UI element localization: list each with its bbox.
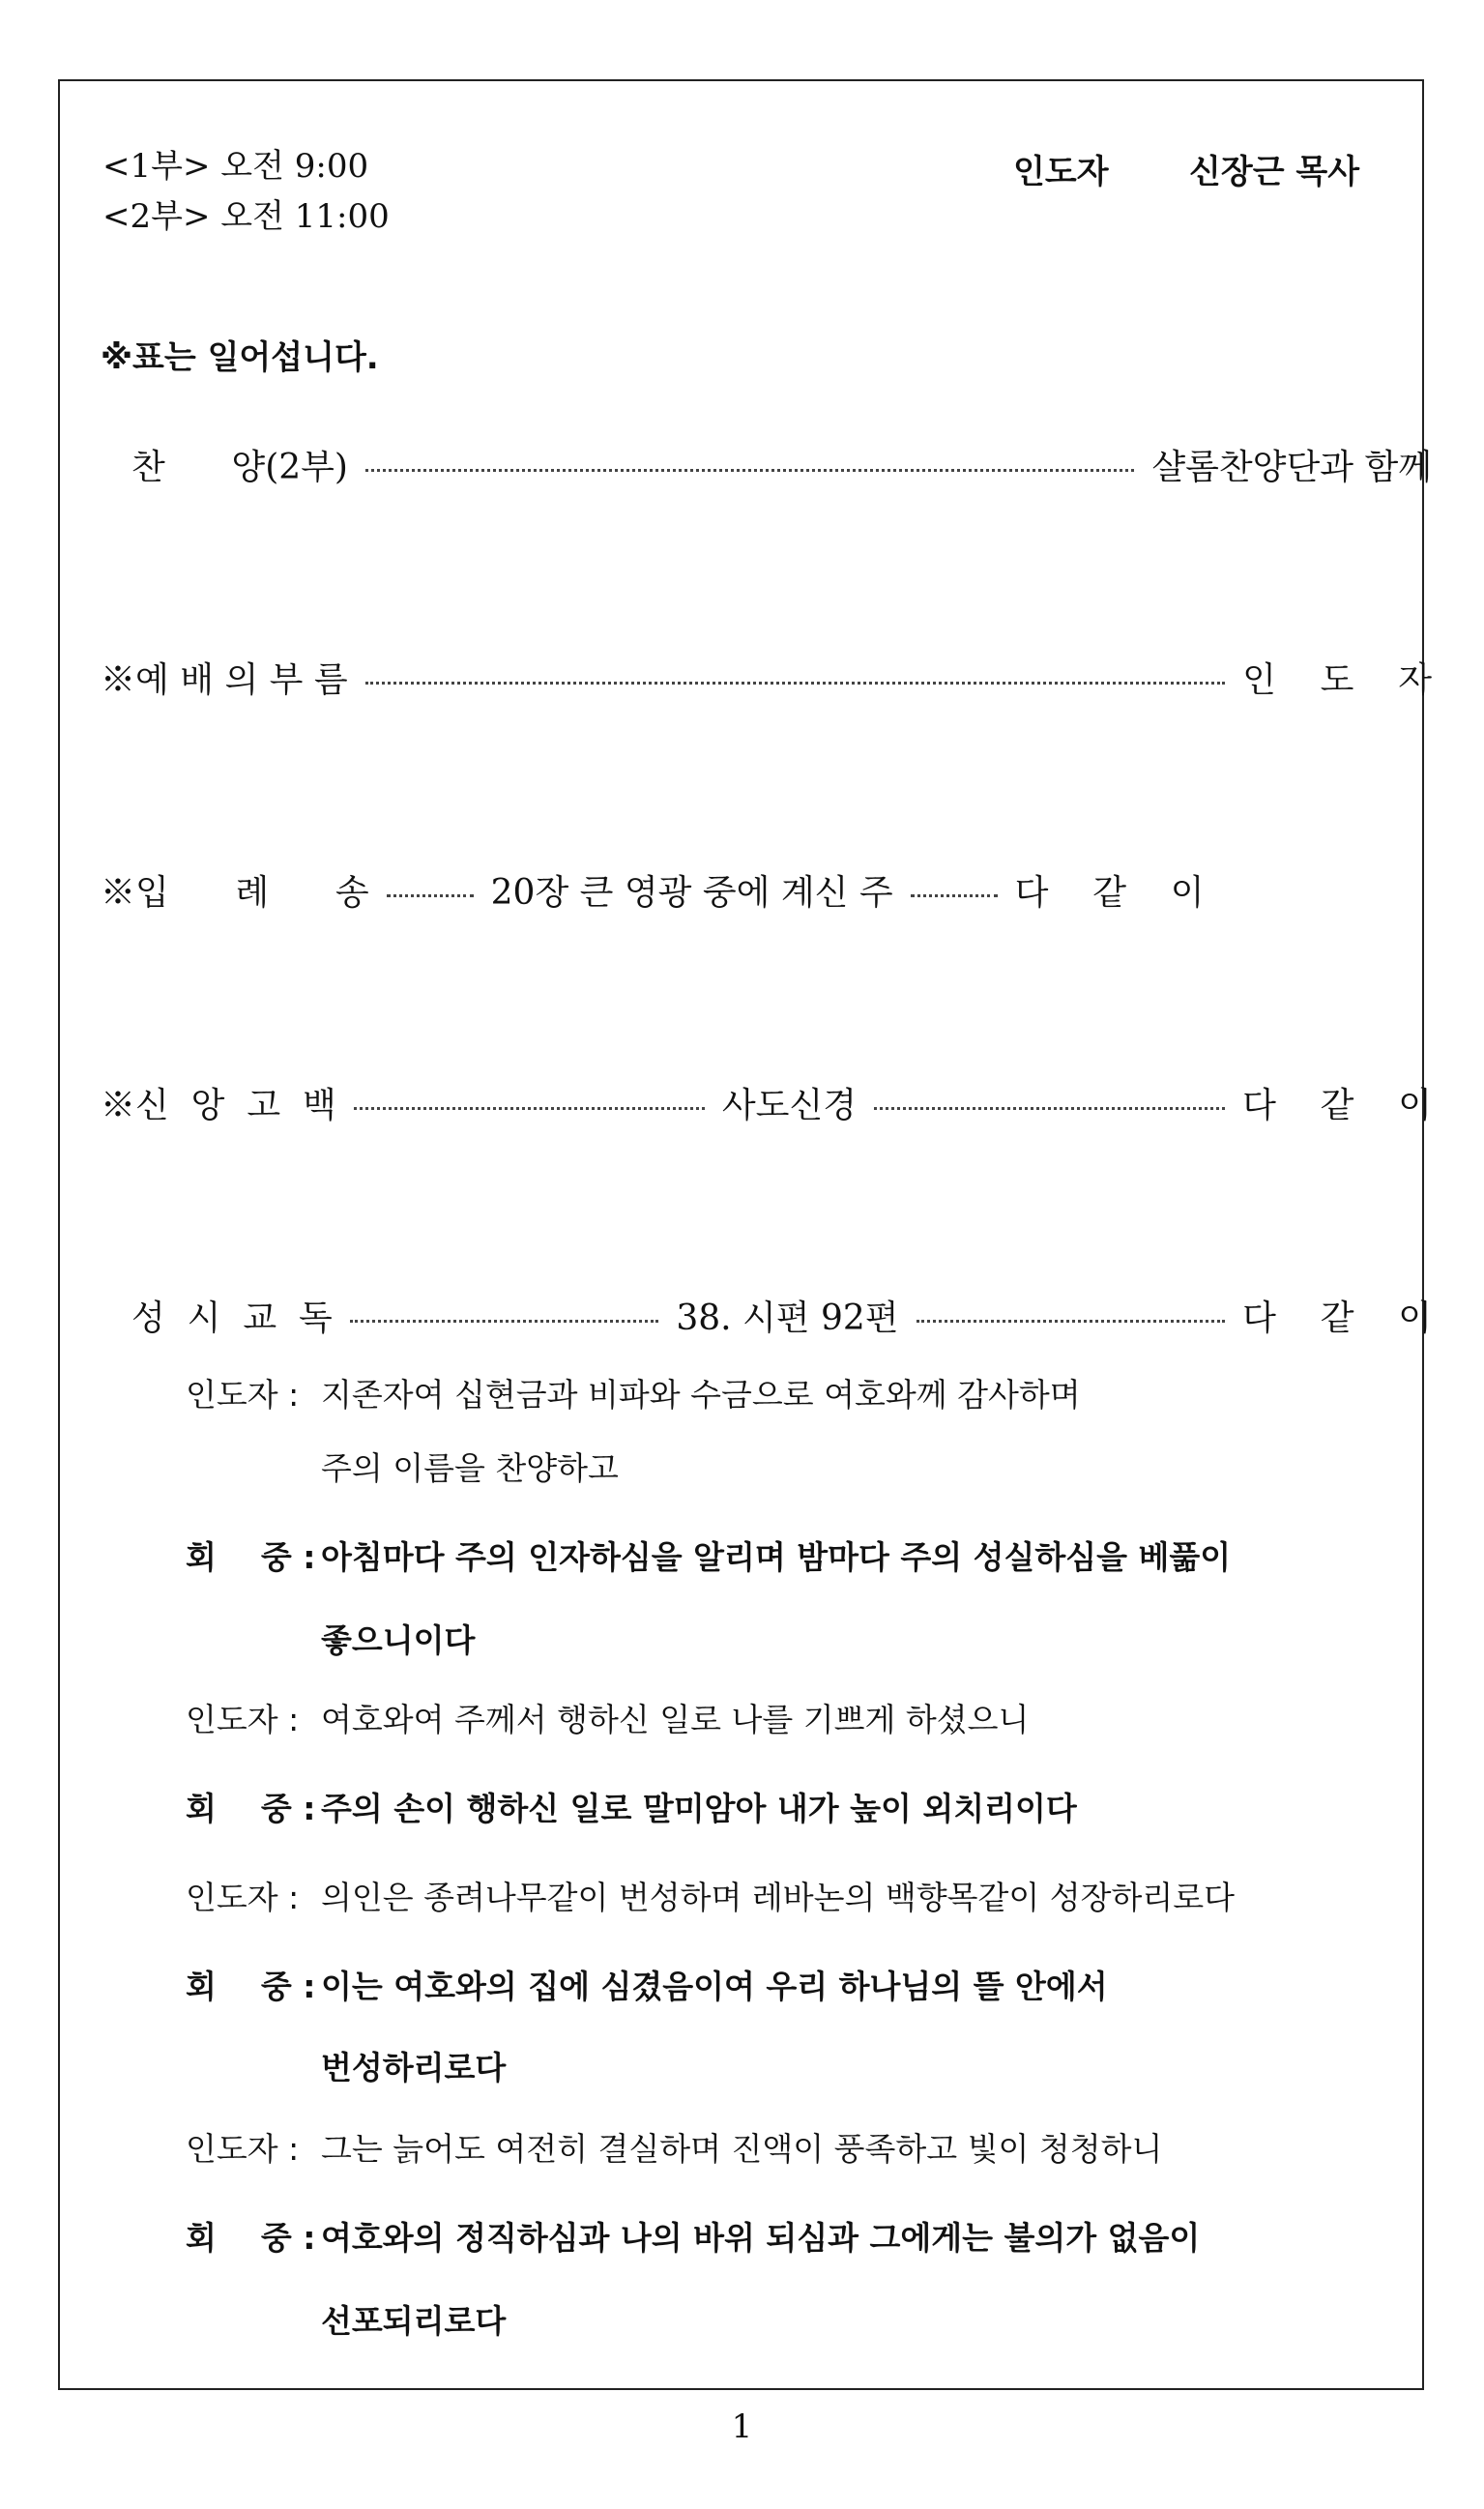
reading-line bbox=[186, 1965, 1108, 2090]
order-right: 다 같 이 bbox=[1014, 872, 1205, 913]
leader-label: 인도자 bbox=[1013, 153, 1109, 191]
speaker-label: 회 중 : bbox=[186, 1538, 316, 1576]
reading-line bbox=[186, 1787, 1077, 1831]
reading-text: 아침마다 주의 인자하심을 알리며 밤마다 주의 성실하심을 베풂이 bbox=[321, 1538, 1232, 1576]
reading-text: 주의 이름을 찬양하고 bbox=[321, 1449, 619, 1487]
order-item-call-to-worship bbox=[101, 650, 1432, 704]
reading-line bbox=[186, 1373, 1081, 1491]
leader-dots bbox=[354, 1107, 705, 1110]
speaker-label: 회 중 : bbox=[186, 1968, 316, 2005]
leader-name: 신장근 목사 bbox=[1189, 153, 1360, 191]
reading-text: 여호와여 주께서 행하신 일로 나를 기쁘게 하셨으니 bbox=[321, 1701, 1030, 1738]
leader-dots bbox=[350, 1320, 659, 1323]
speaker-label: 인도자 : bbox=[186, 1879, 300, 1916]
leader-dots bbox=[911, 894, 998, 897]
reading-line bbox=[186, 1698, 1029, 1742]
order-item-processional bbox=[101, 862, 1432, 917]
leader-dots bbox=[874, 1107, 1225, 1110]
order-label: 성 시 교 독 bbox=[131, 1298, 333, 1338]
order-item-creed bbox=[101, 1075, 1432, 1129]
order-label: ※신 앙 고 백 bbox=[101, 1085, 336, 1125]
leader-dots bbox=[387, 894, 474, 897]
order-right: 다 같 이 bbox=[1242, 1298, 1433, 1338]
second-service-time: <2부> 오전 11:00 bbox=[102, 197, 390, 236]
reading-text: 선포되리로다 bbox=[321, 2302, 507, 2340]
reading-text: 그는 늙어도 여전히 결실하며 진액이 풍족하고 빛이 청청하니 bbox=[321, 2130, 1163, 2168]
reading-line bbox=[186, 2127, 1162, 2172]
leader-dots bbox=[917, 1320, 1226, 1323]
order-item-responsive-reading bbox=[131, 1288, 1432, 1342]
order-label: ※입 례 송 bbox=[101, 872, 369, 913]
speaker-label: 인도자 : bbox=[186, 1376, 300, 1414]
reading-text: 이는 여호와의 집에 심겼음이여 우리 하나님의 뜰 안에서 bbox=[321, 1968, 1108, 2005]
first-service-time: <1부> 오전 9:00 bbox=[102, 147, 369, 186]
reading-text: 주의 손이 행하신 일로 말미암아 내가 높이 외치리이다 bbox=[321, 1790, 1077, 1827]
standing-note: ※표는 일어섭니다. bbox=[101, 338, 379, 377]
speaker-label: 인도자 : bbox=[186, 2130, 300, 2168]
order-label: ※예 배 의 부 름 bbox=[101, 659, 348, 700]
leader-dots bbox=[365, 469, 1134, 472]
order-right: 다 같 이 bbox=[1242, 1085, 1432, 1125]
reading-text: 번성하리로다 bbox=[321, 2049, 507, 2086]
reading-line bbox=[186, 2216, 1200, 2344]
order-middle: 사도신경 bbox=[721, 1085, 857, 1125]
order-right: 샬롬찬양단과 함께 bbox=[1151, 447, 1432, 487]
reading-text: 여호와의 정직하심과 나의 바위 되심과 그에게는 불의가 없음이 bbox=[321, 2219, 1201, 2257]
reading-text: 의인은 종려나무같이 번성하며 레바논의 백향목같이 성장하리로다 bbox=[321, 1879, 1236, 1916]
speaker-label: 회 중 : bbox=[186, 1790, 316, 1827]
order-label: 찬 양(2부) bbox=[131, 447, 348, 487]
leader-dots bbox=[365, 682, 1225, 685]
speaker-label: 인도자 : bbox=[186, 1701, 300, 1738]
reading-text: 좋으니이다 bbox=[321, 1621, 476, 1659]
reading-text: 지존자여 십현금과 비파와 수금으로 여호와께 감사하며 bbox=[321, 1376, 1081, 1414]
reading-line bbox=[186, 1535, 1231, 1663]
order-right: 인 도 자 bbox=[1242, 659, 1432, 700]
order-item-praise bbox=[131, 437, 1432, 491]
reading-line bbox=[186, 1876, 1235, 1920]
speaker-label: 회 중 : bbox=[186, 2219, 316, 2257]
page-number: 1 bbox=[731, 2407, 753, 2446]
order-middle: 38. 시편 92편 bbox=[676, 1298, 899, 1338]
order-middle: 20장 큰 영광 중에 계신 주 bbox=[490, 872, 893, 913]
